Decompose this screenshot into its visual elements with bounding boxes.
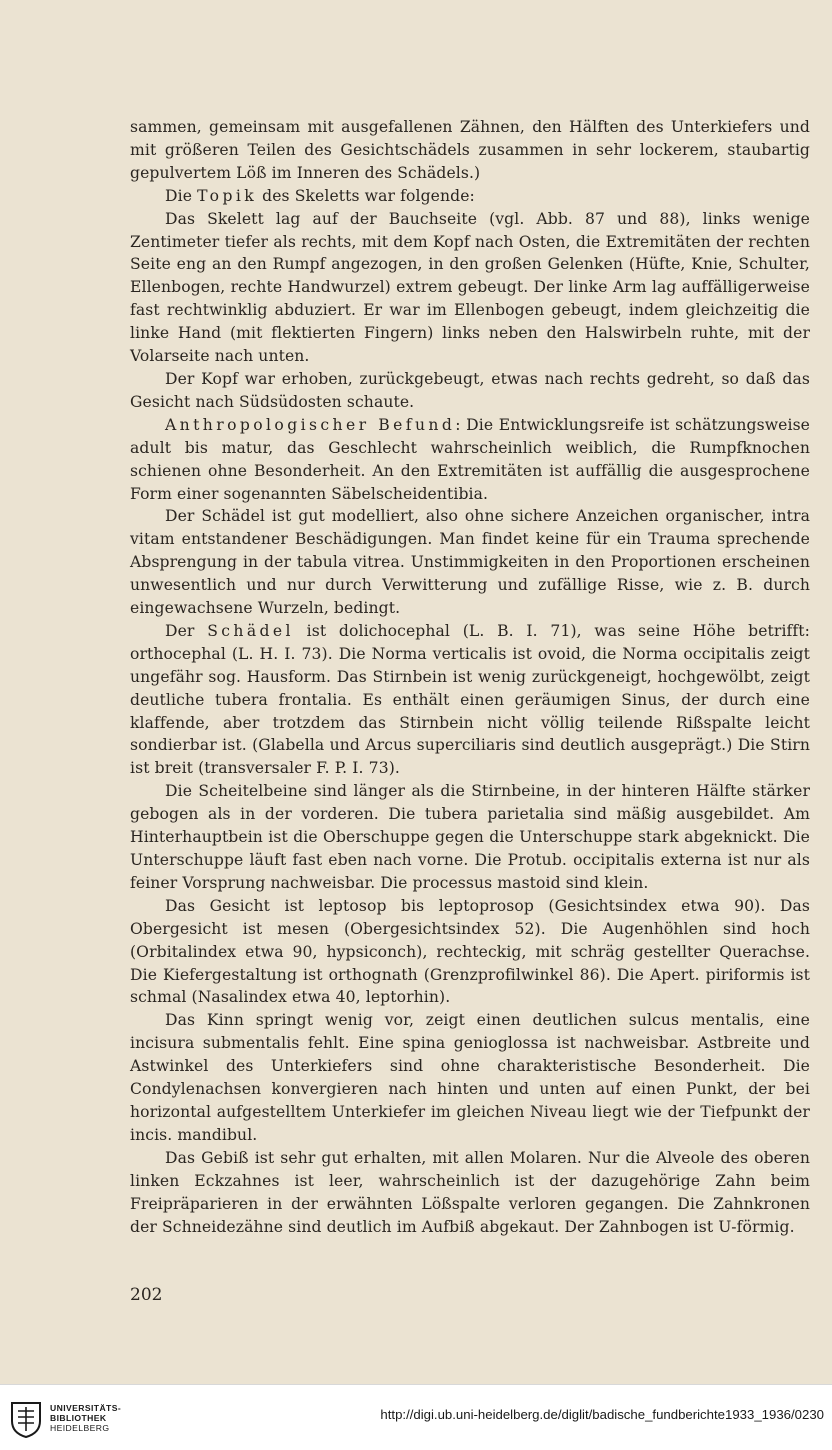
paragraph: Der Schädel ist gut modelliert, also ohne sichere Anzeichen organischer, intra vitam entstandener Beschädigungen. Man findet keine für ein Trauma sprechende Absprengung in der tabula vitrea. Unstimmigkeiten in den Proportionen erscheinen unwesentlich und nur durch Verwitterung und zufällige Risse, wie z. B. durch eingewachsene Wurzeln, bedingt. [130, 507, 810, 618]
paragraph: Der Kopf war erhoben, zurückgebeugt, etwas nach rechts gedreht, so daß das Gesicht nach Südsüdosten schaute. [130, 369, 810, 411]
paragraph: Die Scheitelbeine sind länger als die Stirnbeine, in der hinteren Hälfte stärker gebogen als in der vorderen. Die tubera parietalia sind mäßig ausgebildet. Am Hinterhauptbein ist die Oberschuppe gegen die Unterschuppe stark abgeknickt. Die Unterschuppe läuft fast eben nach vorne. Die Protub. occipitalis externa ist nur als feiner Vorsprung nachweisbar. Die processus mastoid sind klein. [130, 782, 810, 892]
paragraph: Das Gebiß ist sehr gut erhalten, mit allen Molaren. Nur die Alveole des oberen linken Eckzahnes ist leer, wahrscheinlich ist der dazugehörige Zahn beim Freipräparieren in der erwähnten Lößspalte verloren gegangen. Die Zahnkronen der Schneidezähne sind deutlich im Aufbiß abgekaut. Der Zahnbogen ist U-förmig. [130, 1148, 810, 1236]
library-name-line2: BIBLIOTHEK [50, 1412, 107, 1423]
paragraph: sammen, gemeinsam mit ausgefallenen Zähnen, den Hälften des Unterkiefers und mit größeren Teilen des Gesichtschädels zusammen in sehr lockerem, staubartig gepulvertem Löß im Inneren des Schädels.) [130, 118, 810, 182]
paragraph: Das Kinn springt wenig vor, zeigt einen deutlichen sulcus mentalis, eine incisura submentalis fehlt. Eine spina genioglossa ist nachweisbar. Astbreite und Astwinkel des Unterkiefers sind ohne charakteristische Besonderheit. Die Condylenachsen konvergieren nach hinten und unten auf einen Punkt, der bei horizontal aufgestelltem Unterkiefer im gleichen Niveau liegt wie der Tiefpunkt der incis. mandibul. [130, 1011, 810, 1144]
paragraph-topik: Die Topik des Skeletts war folgende: [165, 186, 475, 205]
library-name-line3: HEIDELBERG [50, 1422, 110, 1433]
paragraph-schaedel: Der Schädel ist dolichocephal (L. B. I. 71), was seine Höhe betrifft: orthocephal (L. H. I. 73). Die Norma verticalis ist ovoid, die Norma occipitalis zeigt ungefähr sog. Hausform. Das Stirnbein ist wenig zurückgeneigt, hochgewölbt, zeigt deutliche tubera frontalia. Es enthält einen geräumigen Sinus, der durch eine klaffende, aber trotzdem das Stirnbein nicht völlig teilende Rißspalte leicht sondierbar ist. (Glabella und Arcus superciliaris sind deutlich ausgeprägt.) Die Stirn ist breit (transversaler F. P. I. 73). [130, 621, 810, 778]
paragraph: Das Skelett lag auf der Bauchseite (vgl. Abb. 87 und 88), links wenige Zentimeter tiefer als rechts, mit dem Kopf nach Osten, die Extremitäten der rechten Seite eng an den Rumpf angezogen, in den großen Gelenken (Hüfte, Knie, Schulter, Ellenbogen, rechte Handwurzel) extrem gebeugt. Der linke Arm lag auffälligerweise fast rechtwinklig abduziert. Er war im Ellenbogen gebeugt, indem gleichzeitig die linke Hand (mit flektierten Fingern) links neben den Halswirbeln ruhte, mit der Volarseite nach unten. [130, 209, 810, 366]
library-name-line1: UNIVERSITÄTS- [50, 1403, 122, 1413]
university-seal-icon [8, 1399, 44, 1439]
permalink-url[interactable]: http://digi.ub.uni-heidelberg.de/diglit/badische_fundberichte1933_1936/0230 [380, 1407, 824, 1422]
library-name [50, 1404, 121, 1433]
paragraph-befund: Anthropologischer Befund: Die Entwicklungsreife ist schätzungsweise adult bis matur, das Geschlecht wahrscheinlich weiblich, die Rumpfknochen schienen ohne Besonderheit. An den Extremitäten ist auffällig die ausgesprochene Form einer sogenannten Säbelscheidentibia. [130, 415, 810, 503]
viewer-footer [0, 1384, 832, 1450]
page-number: 202 [130, 1285, 163, 1305]
paragraph: Das Gesicht ist leptosop bis leptoprosop (Gesichtsindex etwa 90). Das Obergesicht ist mesen (Obergesichtsindex 52). Die Augenhöhlen sind hoch (Orbitalindex etwa 90, hypsiconch), rechteckig, mit schräg gestellter Querachse. Die Kiefergestaltung ist orthognath (Grenzprofilwinkel 86). Die Apert. piriformis ist schmal (Nasalindex etwa 40, leptorhin). [130, 896, 810, 1007]
body-text [130, 116, 810, 1238]
